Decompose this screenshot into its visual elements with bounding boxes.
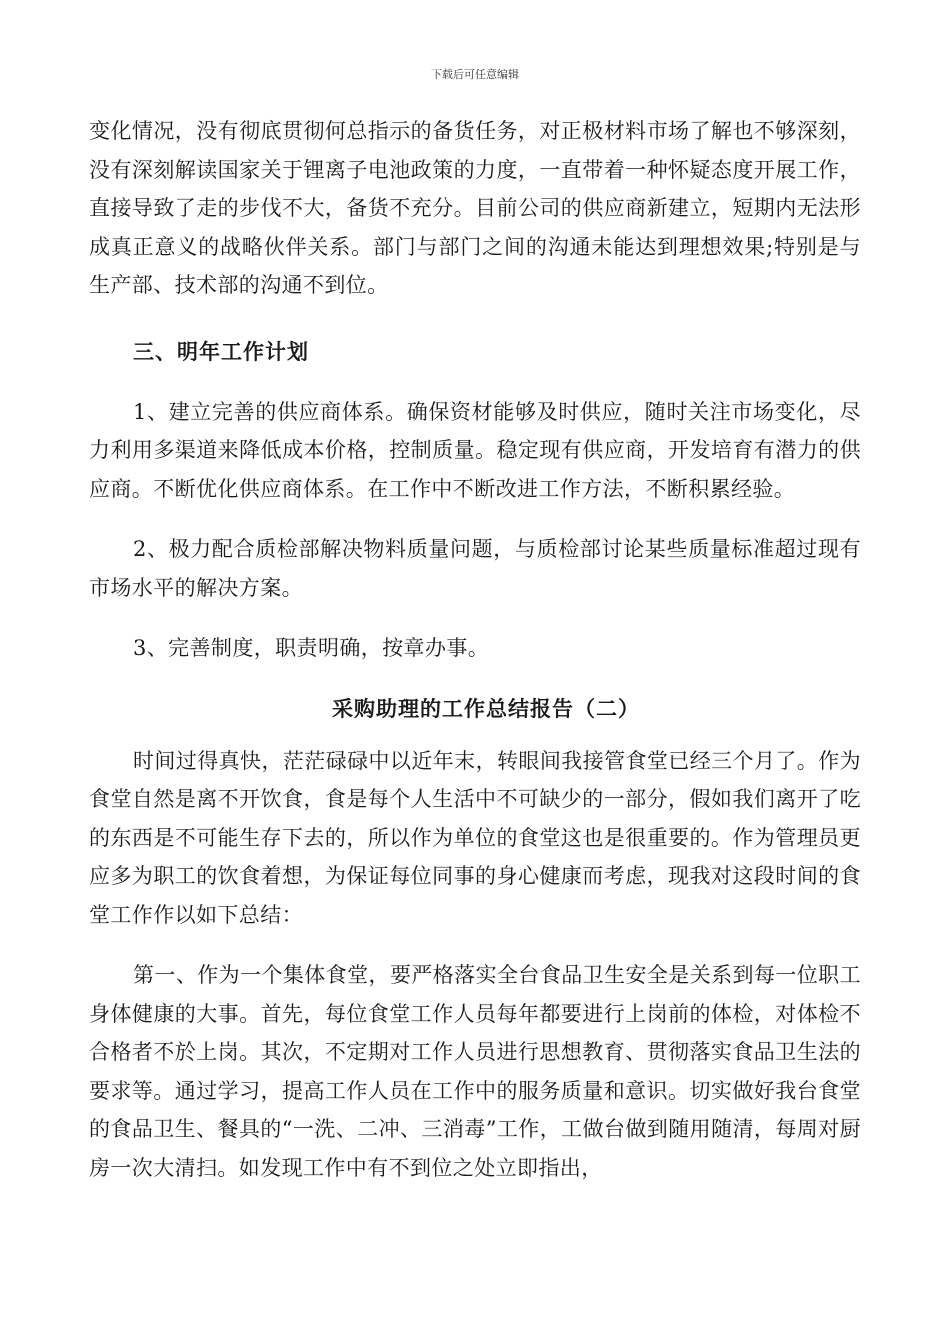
plan-item-3: 3、完善制度，职责明确，按章办事。 <box>133 636 490 660</box>
report-paragraph-1: 时间过得真快，茫茫碌碌中以近年末，转眼间我接管食堂已经三个月了。作为食堂自然是离不开饮食，食是每个人生活中不可缺少的一部分，假如我们离开了吃的东西是不可能生存下去的，所以作为单位的食堂这也是很重要的。作为管理员更应多为职工的饮食着想，为保证每位同事的身心健康而考虑，现我对这段时间的食堂工作作以如下总结： <box>89 748 861 927</box>
report-title: 采购助理的工作总结报告（二） <box>332 695 640 721</box>
page-header-note: 下载后可任意编辑 <box>431 68 519 81</box>
document-body <box>89 112 861 1187</box>
plan-item-1: 1、建立完善的供应商体系。确保资材能够及时供应，随时关注市场变化，尽力利用多渠道来降低成本价格，控制质量。稳定现有供应商，开发培育有潜力的供应商。不断优化供应商体系。在工作中不断改进工作方法，不断积累经验。 <box>89 399 861 501</box>
plan-item-2: 2、极力配合质检部解决物料质量问题，与质检部讨论某些质量标准超过现有市场水平的解决方案。 <box>89 537 861 600</box>
intro-paragraph: 变化情况，没有彻底贯彻何总指示的备货任务，对正极材料市场了解也不够深刻，没有深刻解读国家关于锂离子电池政策的力度，一直带着一种怀疑态度开展工作，直接导致了走的步伐不大，备货不充分。目前公司的供应商新建立，短期内无法形成真正意义的战略伙伴关系。部门与部门之间的沟通未能达到理想效果;特别是与生产部、技术部的沟通不到位。 <box>89 119 861 297</box>
section-heading-plan: 三、明年工作计划 <box>133 338 309 364</box>
report-paragraph-2: 第一、作为一个集体食堂，要严格落实全台食品卫生安全是关系到每一位职工身体健康的大事。首先，每位食堂工作人员每年都要进行上岗前的体检，对体检不合格者不於上岗。其次，不定期对工作人员进行思想教育、贯彻落实食品卫生法的要求等。通过学习，提高工作人员在工作中的服务质量和意识。切实做好我台食堂的食品卫生、餐具的“一洗、二冲、三消毒”工作，工做台做到随用随清，每周对厨房一次大清扫。如发现工作中有不到位之处立即指出， <box>89 963 861 1180</box>
